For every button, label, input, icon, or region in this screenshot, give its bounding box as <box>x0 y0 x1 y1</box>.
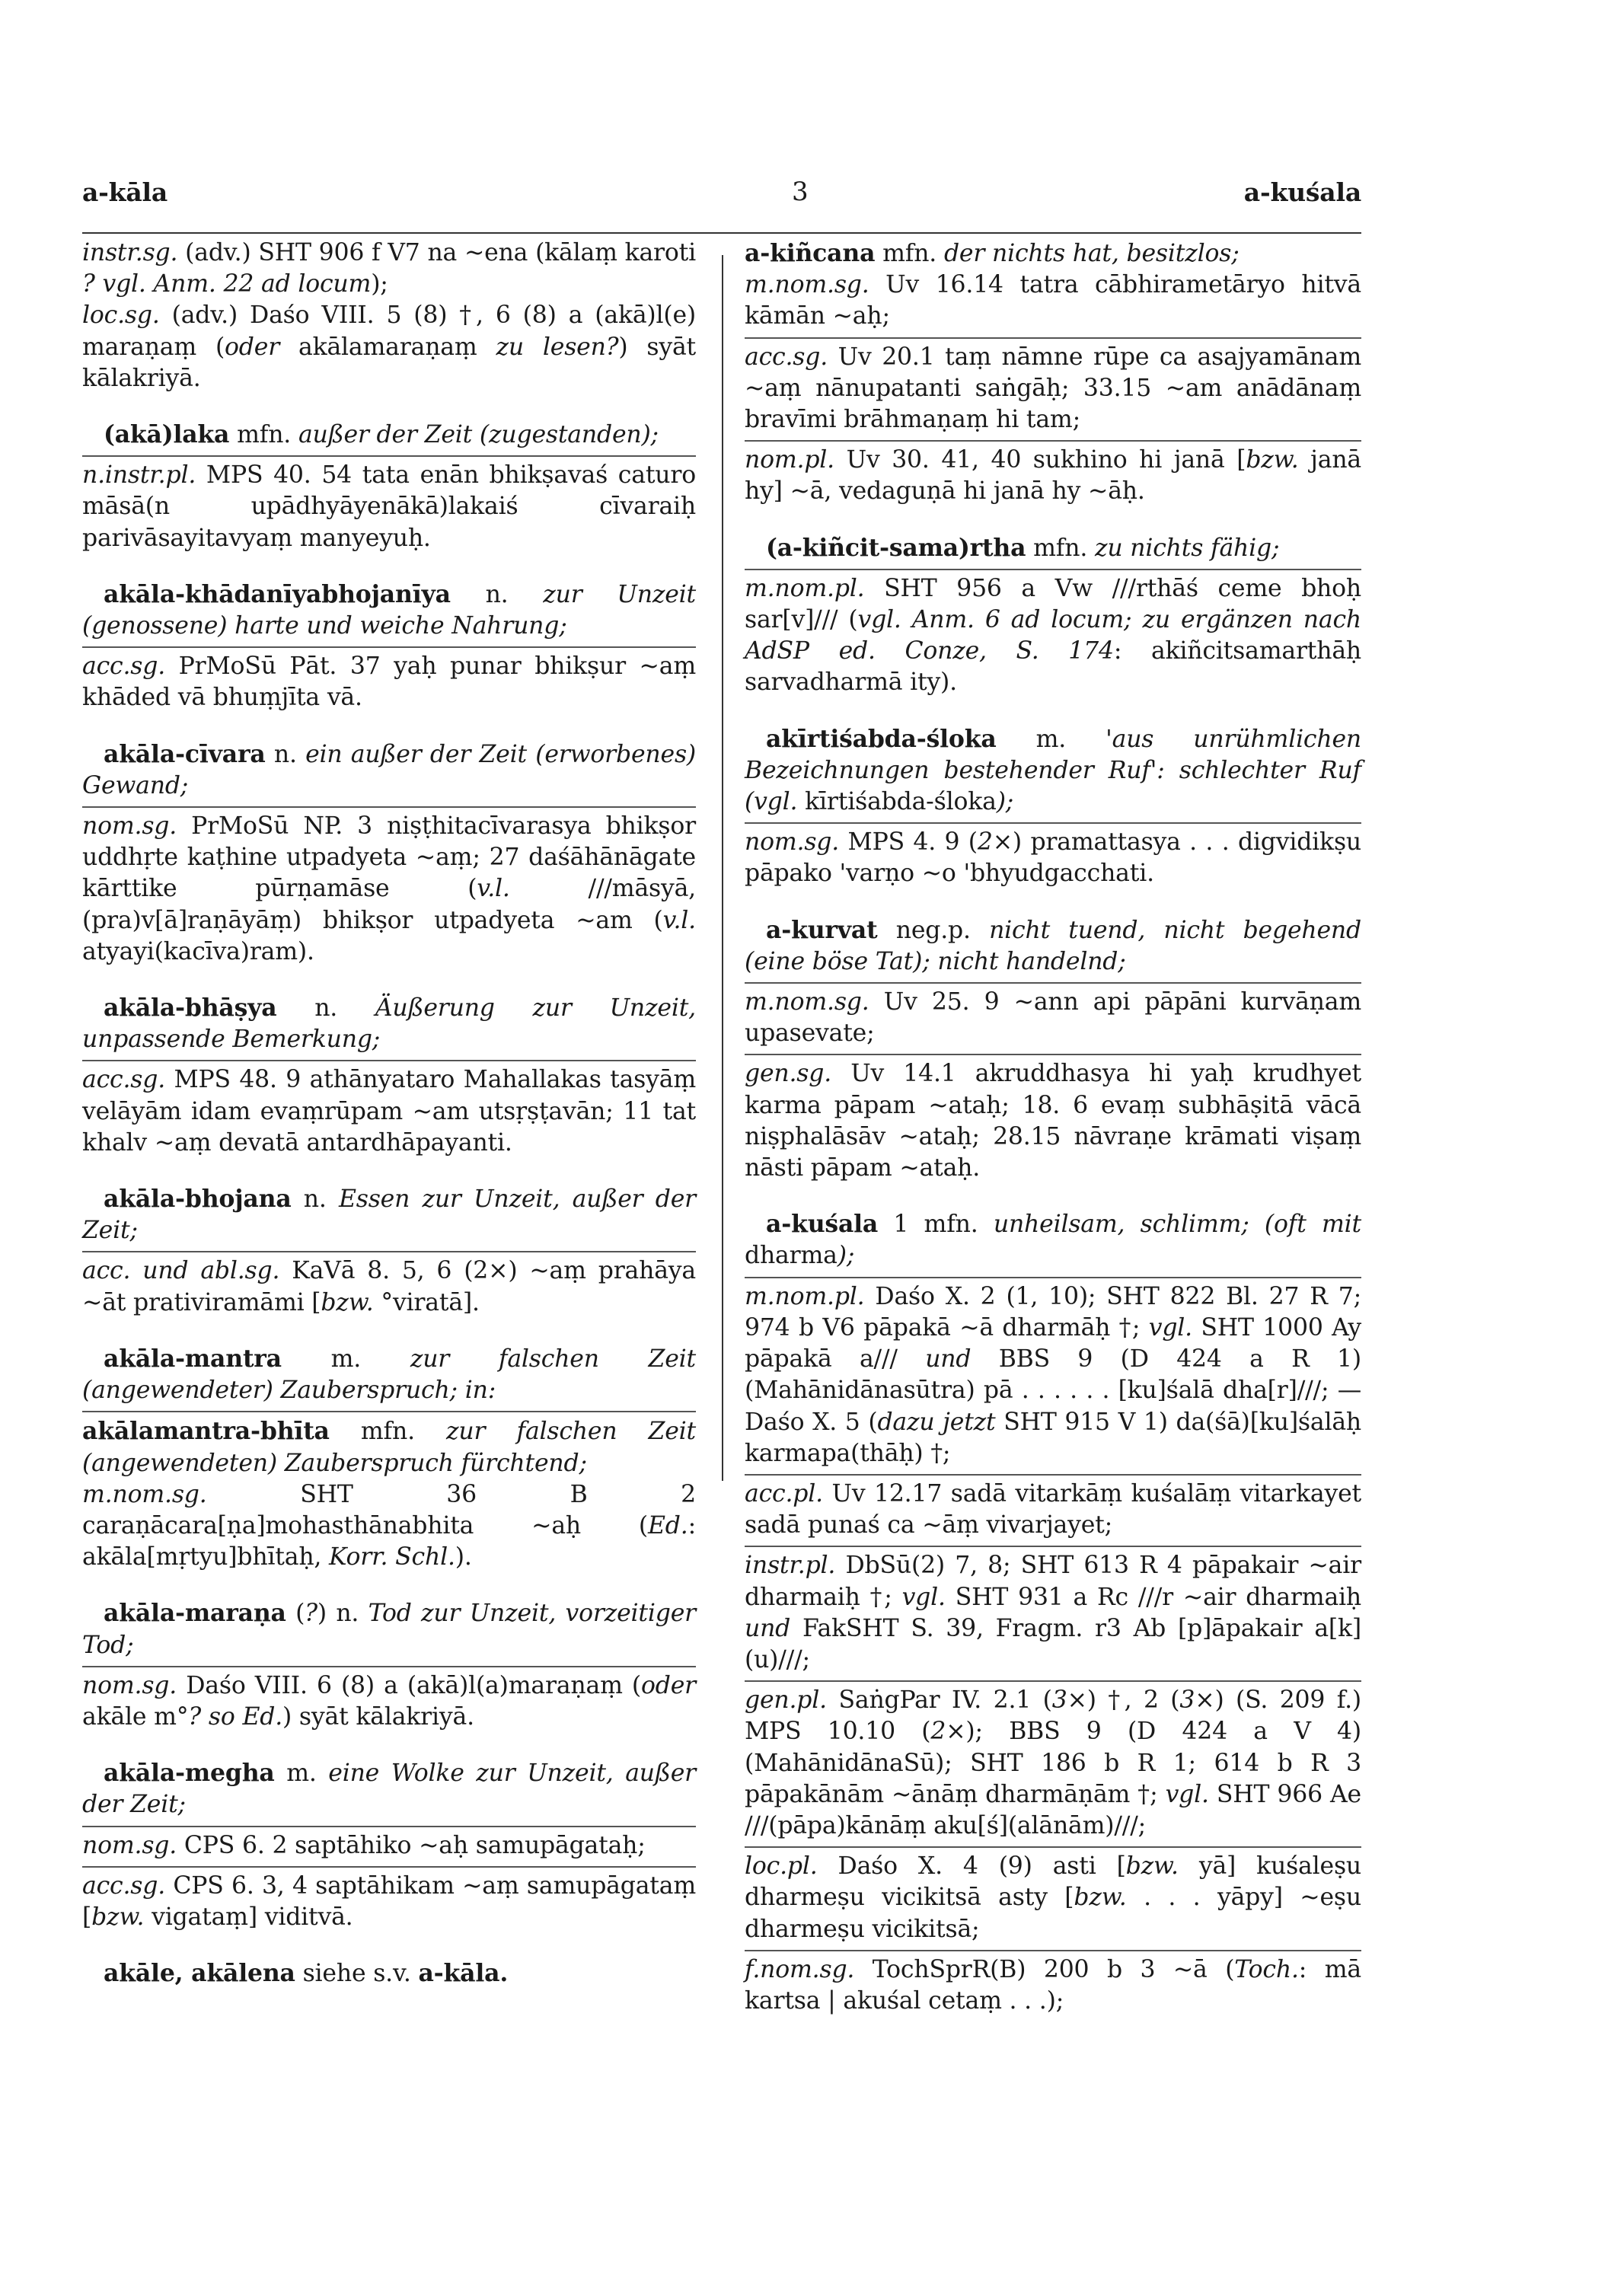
text-run: KaVā 8. 5, 6 (2×) ~aṃ prahāya ~āt prativiramāmi [ <box>82 1257 696 1316</box>
text-run: zur falschen Zeit (angewendeten) Zauberspruch fürchtend; <box>82 1418 696 1477</box>
entry-citation <box>745 1680 1361 1842</box>
text-run: nom.sg. <box>82 812 177 841</box>
text-run: SHT 956 a Vw ///rthāś ceme bhoḥ sar[v]/// ( <box>745 574 1361 634</box>
text-run: : akiñcitsamarthāḥ sarvadharmā ity). <box>745 637 1362 697</box>
text-run: loc.pl. <box>745 1852 818 1881</box>
text-run: 3 <box>1179 1686 1195 1715</box>
text-run: nom.sg. <box>82 1671 177 1699</box>
text-run: acc.sg. <box>745 343 828 371</box>
text-run: nom.sg. <box>82 1831 177 1859</box>
entry-citation <box>745 569 1361 699</box>
text-run: acc. <box>82 1257 131 1285</box>
text-run: m.nom.pl. <box>745 1282 865 1310</box>
text-run: FakSHT S. 39, Fragm. r3 Ab [p]āpakair a[k](u)///; <box>745 1614 1361 1673</box>
text-run: n. <box>450 580 544 608</box>
right-column <box>745 238 1361 2017</box>
text-run: SHT 1000 Ay pāpakā a/// <box>745 1313 1361 1374</box>
text-run: v.l. <box>477 875 510 903</box>
text-run: ///māsyā, (pra)v[ā]raṇāyāṃ) bhikṣor utpadyeta ~am ( <box>82 875 696 934</box>
entry-headword-line <box>82 1597 696 1661</box>
text-run: bzw. <box>321 1288 374 1316</box>
text-run: PrMoSū NP. 3 niṣṭhitacīvarasya bhikṣor uddhṛte kaṭhine utpadyeta ~aṃ; 27 daśāhānāgate kārttike pūrṇamāse ( <box>82 812 696 903</box>
page-number: 3 <box>792 177 809 207</box>
text-run: bzw. <box>1246 446 1299 474</box>
header-rule <box>82 232 1361 234</box>
entry-citation <box>82 1060 696 1159</box>
text-run: ? <box>305 1600 317 1628</box>
headword: akālamantra-bhīta <box>82 1417 330 1446</box>
entry-citation <box>82 1826 696 1862</box>
text-run: Korr. Schl. <box>329 1543 455 1571</box>
text-run: °viratā]. <box>373 1288 480 1316</box>
text-run: m.nom.sg. <box>745 988 869 1016</box>
entry-citation <box>745 337 1361 436</box>
headword: (a-kiñcit-sama)rtha <box>766 533 1026 562</box>
headword: a-kiñcana <box>745 239 876 267</box>
entry-citation <box>82 1251 696 1318</box>
text-run: unheilsam, schlimm; (oft mit <box>993 1211 1361 1239</box>
text-run: ); <box>371 270 388 298</box>
text-run: m.nom.sg. <box>745 271 869 299</box>
text-run: ) syāt kālakriyā. <box>282 1702 474 1731</box>
text-run: m. <box>281 1345 410 1373</box>
headword: akāla-maraṇa <box>104 1599 286 1628</box>
entry-citation <box>82 238 696 300</box>
entry-citation <box>745 1474 1361 1541</box>
headword: akīrtiśabda-śloka <box>766 724 997 753</box>
text-run: Ed. <box>648 1511 688 1539</box>
text-run: akālamaraṇaṃ <box>279 333 496 361</box>
entry-citation <box>745 270 1361 332</box>
text-run: 1 mfn. <box>878 1211 994 1239</box>
text-run: janā hy] ~ā, vedaguṇā hi janā hy ~āḥ. <box>745 446 1361 506</box>
text-run: vgl. <box>901 1583 946 1611</box>
text-run: ? vgl. Anm. 22 ad locum <box>82 270 372 298</box>
headword: akāla-cīvara <box>104 739 266 768</box>
entry-citation <box>82 646 696 713</box>
text-run: oder <box>225 333 280 361</box>
entry-citation <box>745 982 1361 1049</box>
entry-citation <box>745 1846 1361 1945</box>
entry-headword-line <box>82 1343 696 1406</box>
text-run: MPS 4. 9 ( <box>839 828 978 857</box>
text-run: Toch. <box>1234 1955 1299 1983</box>
text-run: zu lesen? <box>496 333 619 361</box>
text-run: Daśo X. 4 (9) asti [ <box>817 1852 1126 1881</box>
text-run: Uv 16.14 tatra cābhirametāryo hitvā kāmān ~aḥ; <box>745 271 1361 330</box>
headword: akāle, akālena <box>104 1959 295 1988</box>
headword: a-kāla. <box>418 1959 509 1988</box>
text-run: MPS 40. 54 tata enān bhikṣavaś caturo māsā(n upādhyāyenākā)lakaiś cīvaraiḥ parivāsayitavyaṃ manyeyuḥ. <box>82 461 696 552</box>
entry-headword-line <box>82 992 696 1055</box>
left-column <box>82 238 696 1989</box>
text-run: SHT 915 V 1) da(śā)[ku]śalāḥ karmapa(thāḥ) †; <box>745 1408 1361 1467</box>
text-run: CPS 6. 2 saptāhiko ~aḥ samupāgataḥ; <box>177 1831 646 1859</box>
text-run: zu nichts fähig; <box>1094 534 1280 562</box>
text-run: m.nom.pl. <box>745 574 865 602</box>
entry-citation <box>82 1479 696 1574</box>
text-run: ); <box>837 1242 855 1270</box>
text-run: m. <box>274 1760 329 1788</box>
entry-headword-line <box>745 238 1361 270</box>
text-run: 'aus unrühmlichen Bezeichnungen bestehender Ruf': schlechter Ruf (vgl. <box>745 725 1361 816</box>
entry-headword-line <box>82 739 696 802</box>
text-run: SaṅgPar IV. 2.1 ( <box>826 1686 1052 1715</box>
entry-headword-line <box>745 914 1361 978</box>
text-run: SHT 931 a Rc ///r ~air dharmaiḥ <box>945 1583 1361 1611</box>
entry-citation <box>82 1866 696 1933</box>
entry-headword-line <box>82 1757 696 1820</box>
text-run: . . . yāpy] ~eṣu dharmeṣu vicikitsā; <box>745 1884 1361 1943</box>
entry-citation <box>82 1411 696 1479</box>
entry-citation <box>82 455 696 554</box>
text-run: der nichts hat, besitzlos; <box>943 240 1240 267</box>
entry-headword-line <box>745 532 1361 564</box>
text-run: nicht tuend, nicht begehend (eine böse Tat); nicht handelnd; <box>745 916 1361 975</box>
text-run: n. <box>291 1185 339 1214</box>
entry-citation <box>745 1277 1361 1469</box>
text-run: Daśo VIII. 6 (8) a (akā)l(a)maraṇaṃ ( <box>177 1671 641 1699</box>
text-run: abl.sg. <box>200 1257 280 1285</box>
text-run: bzw. <box>1074 1884 1127 1912</box>
text-run: nom.sg. <box>745 828 840 857</box>
text-run: loc.sg. <box>82 302 160 330</box>
text-run: n.instr.pl. <box>82 461 196 490</box>
entry-citation <box>745 440 1361 507</box>
text-run: vgl. <box>1148 1313 1192 1342</box>
entry-citation <box>82 300 696 394</box>
text-run: eine Wolke zur Unzeit, außer der Zeit; <box>82 1760 697 1819</box>
text-run: : mā kartsa | akuśal cetaṃ . . .); <box>745 1955 1362 2015</box>
text-run: CPS 6. 3, 4 saptāhikam ~aṃ samupāgataṃ [ <box>82 1871 696 1931</box>
headword: akāla-mantra <box>104 1344 282 1373</box>
text-run: dazu jetzt <box>877 1408 996 1436</box>
text-run: mfn. <box>229 421 298 449</box>
text-run: acc.sg. <box>82 1066 166 1094</box>
text-run: yā] kuśaleṣu dharmeṣu vicikitsā asty [ <box>745 1852 1361 1912</box>
entry-headword-line <box>745 1208 1361 1271</box>
headword: a-kurvat <box>766 915 878 944</box>
text-run: m.nom.sg. <box>82 1480 207 1508</box>
text-run: SHT 966 Ae ///(pāpa)kānāṃ aku[ś](alānām)///; <box>745 1780 1362 1839</box>
text-run: ×); BBS 9 (D 424 a V 4) (MahānidānaSū); SHT 186 b R 1; 614 b R 3 pāpakānām ~ānāṃ dharmāṇām †; <box>745 1718 1361 1808</box>
text-run: ) syāt kālakriyā. <box>82 333 697 392</box>
text-run: : akāla[mṛtyu]bhītaḥ, <box>82 1511 696 1571</box>
text-run: PrMoSū Pāt. 37 yaḥ punar bhikṣur ~aṃ khāded vā bhuṃjīta vā. <box>82 652 696 712</box>
text-run: (adv.) SHT 906 f V7 na ~ena (kālaṃ karoti <box>177 239 696 266</box>
headword: akāla-bhāṣya <box>104 994 277 1023</box>
entry-headword-line <box>82 419 696 451</box>
text-run: und <box>745 1614 791 1642</box>
text-run: ein außer der Zeit (erworbenes) Gewand; <box>82 740 697 799</box>
text-run <box>130 1257 142 1284</box>
entry-citation <box>745 822 1361 889</box>
text-run: Äußerung zur Unzeit, unpassende Bemerkung; <box>82 994 696 1054</box>
text-run: ); <box>996 788 1014 816</box>
text-run: mfn. <box>1026 534 1095 562</box>
text-run: 2 <box>977 828 993 857</box>
text-run: acc.pl. <box>745 1479 823 1508</box>
text-run: mfn. <box>329 1418 447 1446</box>
headword: akāla-megha <box>104 1759 275 1788</box>
text-run: Uv 20.1 taṃ nāmne rūpe ca asajyamānam ~aṃ nānupatanti saṅgāḥ; 33.15 ~am anādānaṃ bravīmi brāhmaṇaṃ hi tam; <box>745 343 1361 434</box>
text-run: (adv.) Daśo VIII. 5 (8) †, 6 (8) a (akā)l(e) maraṇaṃ ( <box>82 302 696 361</box>
entry-citation <box>82 1666 696 1733</box>
text-run: und <box>142 1257 189 1285</box>
text-run: instr.sg. <box>82 239 178 266</box>
text-run: f.nom.sg. <box>745 1955 855 1983</box>
entry-citation <box>82 806 696 968</box>
text-run: MPS 48. 9 athānyataro Mahallakas tasyāṃ velāyām idam evaṃrūpam ~am utsṛṣṭavān; 11 tat khalv ~aṃ devatā antardhāpayanti. <box>82 1066 696 1157</box>
headword: akāla-khādanīyabhojanīya <box>104 579 451 608</box>
text-run: acc.sg. <box>82 1871 166 1900</box>
text-run: vgl. <box>1165 1780 1209 1808</box>
entry-citation <box>745 1546 1361 1676</box>
text-run: m. <box>996 725 1106 753</box>
text-run: ? so Ed. <box>188 1702 283 1731</box>
text-run: vgl. Anm. 6 ad locum; zu ergänzen nach AdSP ed. Conze, S. 174 <box>745 606 1361 665</box>
entry-citation <box>745 1950 1361 2017</box>
text-run: 2 <box>930 1718 946 1746</box>
text-run: ×) pramattasya . . . digvidikṣu pāpako 'varṇo ~o 'bhyudgacchati. <box>745 828 1361 888</box>
text-run <box>188 1257 200 1284</box>
text-run: instr.pl. <box>745 1552 836 1580</box>
text-run: Uv 14.1 akruddhasya hi yaḥ krudhyet karma pāpam ~ataḥ; 18. 6 evaṃ subhāṣitā vācā niṣphalāsāv ~ataḥ; 28.15 nāvraṇe krāmati viṣaṃ nāsti pāpam ~ataḥ. <box>745 1060 1361 1182</box>
text-run: Uv 25. 9 ~ann api pāpāni kurvāṇam upasevate; <box>745 988 1361 1048</box>
text-run: Tod zur Unzeit, vorzeitiger Tod; <box>82 1600 696 1659</box>
entry-citation <box>745 1054 1361 1184</box>
text-run: neg.p. <box>877 916 990 944</box>
text-run: oder <box>640 1671 696 1699</box>
text-run: DbSū(2) 7, 8; SHT 613 R 4 pāpakair ~air dharmaiḥ †; <box>745 1552 1361 1611</box>
entry-headword-line <box>82 1183 696 1246</box>
headword: a-kuśala <box>766 1210 879 1239</box>
text-run: ×) (S. 209 f.) MPS 10.10 ( <box>745 1686 1361 1746</box>
text-run: ) n. <box>317 1600 369 1628</box>
text-run: Essen zur Unzeit, außer der Zeit; <box>82 1185 696 1245</box>
running-head-left: a-kāla <box>82 177 168 207</box>
text-run: bzw. <box>1125 1852 1179 1881</box>
text-run: Daśo X. 2 (1, 10); SHT 822 Bl. 27 R 7; 974 b V6 pāpakā ~ā dharmāḥ †; <box>745 1282 1361 1342</box>
headword: (akā)laka <box>104 420 230 449</box>
text-run: akāle m° <box>82 1702 189 1731</box>
text-run: kīrtiśabda-śloka <box>797 788 997 816</box>
text-run: BBS 9 (D 424 a R 1) (Mahānidānasūtra) pā . . . . . . [ku]śalā dha[r]///; — Daśo X. 5 ( <box>745 1345 1361 1436</box>
text-run: ( <box>286 1600 305 1628</box>
text-run: acc.sg. <box>82 652 166 681</box>
text-run: n. <box>276 994 375 1023</box>
text-run: dharma <box>745 1242 838 1270</box>
text-run: atyayi(kacīva)ram). <box>82 937 314 965</box>
text-run: v.l. <box>662 906 696 934</box>
text-run: Uv 12.17 sadā vitarkāṃ kuśalāṃ vitarkayet sadā punaś ca ~āṃ vivarjayet; <box>745 1479 1361 1539</box>
text-run: und <box>925 1345 972 1374</box>
text-run: ×) †, 2 ( <box>1067 1686 1180 1715</box>
text-run: vigataṃ] viditvā. <box>144 1903 353 1931</box>
text-run: gen.pl. <box>745 1686 827 1715</box>
text-run: bzw. <box>91 1903 145 1931</box>
entry-headword-line <box>745 723 1361 818</box>
text-run: nom.pl. <box>745 446 834 474</box>
text-run: Uv 30. 41, 40 sukhino hi janā [ <box>834 446 1246 474</box>
text-run: mfn. <box>875 240 944 267</box>
text-run: außer der Zeit (zugestanden); <box>298 421 659 449</box>
text-run: siehe s.v. <box>295 1960 419 1988</box>
column-divider <box>722 255 723 1481</box>
text-run: TochSprR(B) 200 b 3 ~ā ( <box>854 1955 1235 1983</box>
headword: akāla-bhojana <box>104 1185 292 1214</box>
text-run: n. <box>265 740 306 768</box>
text-run: zur Unzeit (genossene) harte und weiche Nahrung; <box>82 580 696 640</box>
running-head-right: a-kuśala <box>1243 177 1361 207</box>
entry-headword-line <box>82 1957 696 1989</box>
entry-headword-line <box>82 579 696 642</box>
text-run: 3 <box>1051 1686 1067 1715</box>
text-run: SHT 36 B 2 caraṇācara[ṇa]mohasthānabhita ~aḥ ( <box>82 1480 696 1539</box>
text-run: gen.sg. <box>745 1060 832 1088</box>
text-run: ). <box>455 1543 472 1571</box>
text-run: zur falschen Zeit (angewendeter) Zauberspruch; in: <box>82 1345 696 1405</box>
